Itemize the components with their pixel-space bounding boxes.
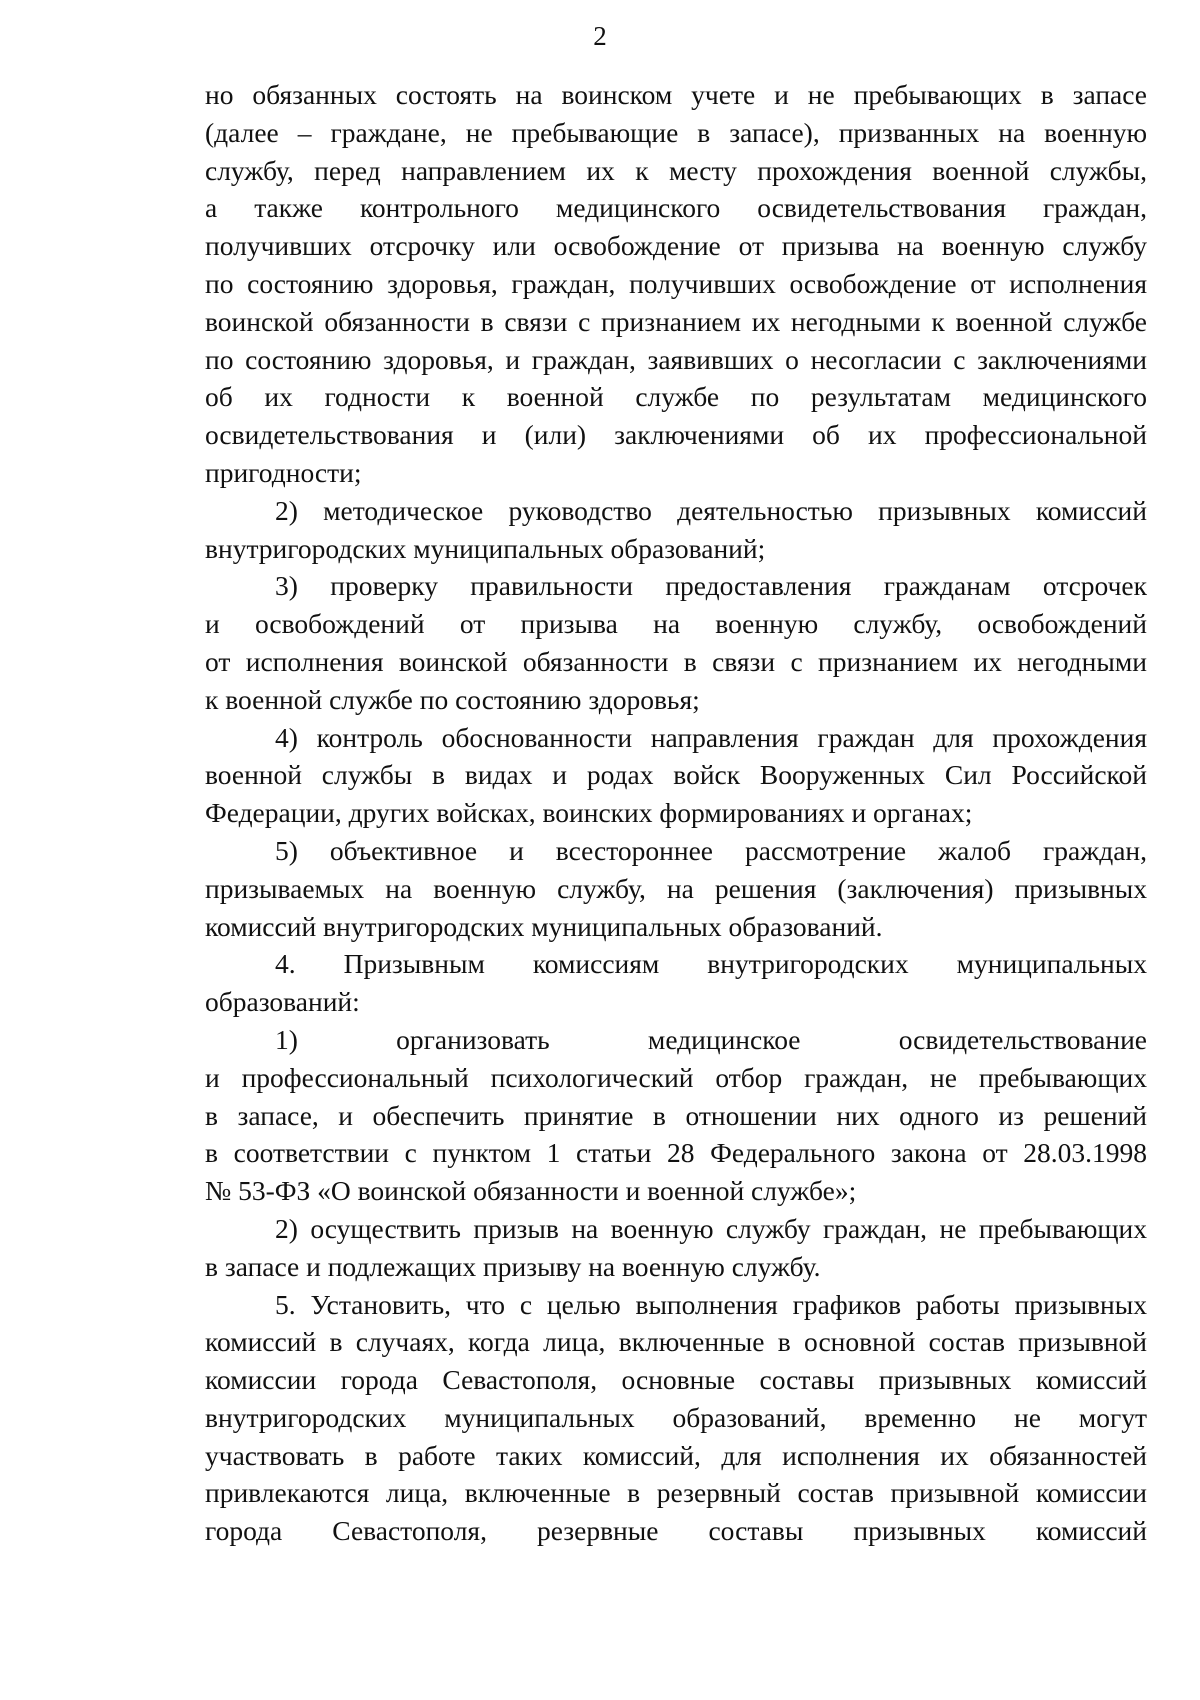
- text-line: 5) объективное и всестороннее рассмотрение жалоб граждан,: [275, 834, 1147, 866]
- text-line: 4) контроль обоснованности направления граждан для прохождения: [275, 721, 1147, 753]
- text-line: освидетельствования и (или) заключениями об их профессиональной: [205, 419, 1147, 451]
- text-line: образований:: [205, 986, 360, 1018]
- page-number: 2: [593, 21, 607, 51]
- text-line: привлекаются лица, включенные в резервный состав призывной комиссии: [205, 1477, 1147, 1509]
- text-line: службу, перед направлением их к месту прохождения военной службы,: [205, 154, 1147, 186]
- text-line: и освобождений от призыва на военную службу, освобождений: [205, 608, 1147, 640]
- text-line: в соответствии с пунктом 1 статьи 28 Федерального закона от 28.03.1998: [205, 1137, 1147, 1169]
- text-line: 2) осуществить призыв на военную службу граждан, не пребывающих: [275, 1212, 1147, 1244]
- text-line: комиссии города Севастополя, основные составы призывных комиссий: [205, 1364, 1147, 1396]
- text-line: по состоянию здоровья, и граждан, заявивших о несогласии с заключениями: [205, 343, 1147, 375]
- text-line: 3) проверку правильности предоставления гражданам отсрочек: [275, 570, 1147, 602]
- text-line: 4. Призывным комиссиям внутригородских муниципальных: [275, 948, 1147, 980]
- text-line: 2) методическое руководство деятельностью призывных комиссий: [275, 494, 1147, 526]
- text-line: 5. Установить, что с целью выполнения графиков работы призывных: [275, 1288, 1147, 1320]
- text-line: от исполнения воинской обязанности в связи с признанием их негодными: [205, 645, 1147, 677]
- text-line: но обязанных состоять на воинском учете и не пребывающих в запасе: [205, 79, 1147, 110]
- text-line: к военной службе по состоянию здоровья;: [205, 683, 700, 715]
- text-line: об их годности к военной службе по результатам медицинского: [205, 381, 1147, 413]
- text-line: и профессиональный психологический отбор граждан, не пребывающих: [205, 1061, 1147, 1093]
- text-line: получивших отсрочку или освобождение от призыва на военную службу: [205, 230, 1147, 262]
- text-line: в запасе, и обеспечить принятие в отношении них одного из решений: [205, 1099, 1147, 1131]
- text-line: а также контрольного медицинского освидетельствования граждан,: [205, 192, 1147, 224]
- document-body: [205, 76, 1147, 1550]
- text-line: внутригородских муниципальных образований, временно не могут: [205, 1401, 1147, 1433]
- text-line: внутригородских муниципальных образований;: [205, 532, 766, 564]
- text-line: 1) организовать медицинское освидетельствование: [275, 1023, 1147, 1055]
- text-line: военной службы в видах и родах войск Вооруженных Сил Российской: [205, 759, 1147, 791]
- text-line: участвовать в работе таких комиссий, для исполнения их обязанностей: [205, 1439, 1147, 1471]
- text-line: воинской обязанности в связи с признанием их негодными к военной службе: [205, 305, 1147, 337]
- text-line: Федерации, других войсках, воинских формированиях и органах;: [205, 797, 973, 829]
- text-line: пригодности;: [205, 456, 362, 488]
- text-line: призываемых на военную службу, на решения (заключения) призывных: [205, 872, 1147, 904]
- text-line: (далее – граждане, не пребывающие в запасе), призванных на военную: [205, 116, 1147, 148]
- text-line: в запасе и подлежащих призыву на военную службу.: [205, 1250, 821, 1282]
- text-line: № 53-ФЗ «О воинской обязанности и военной службе»;: [205, 1175, 857, 1207]
- text-line: комиссий внутригородских муниципальных образований.: [205, 910, 883, 942]
- text-line: города Севастополя, резервные составы призывных комиссий: [205, 1515, 1147, 1547]
- text-line: комиссий в случаях, когда лица, включенные в основной состав призывной: [205, 1326, 1147, 1358]
- text-line: по состоянию здоровья, граждан, получивших освобождение от исполнения: [205, 267, 1147, 299]
